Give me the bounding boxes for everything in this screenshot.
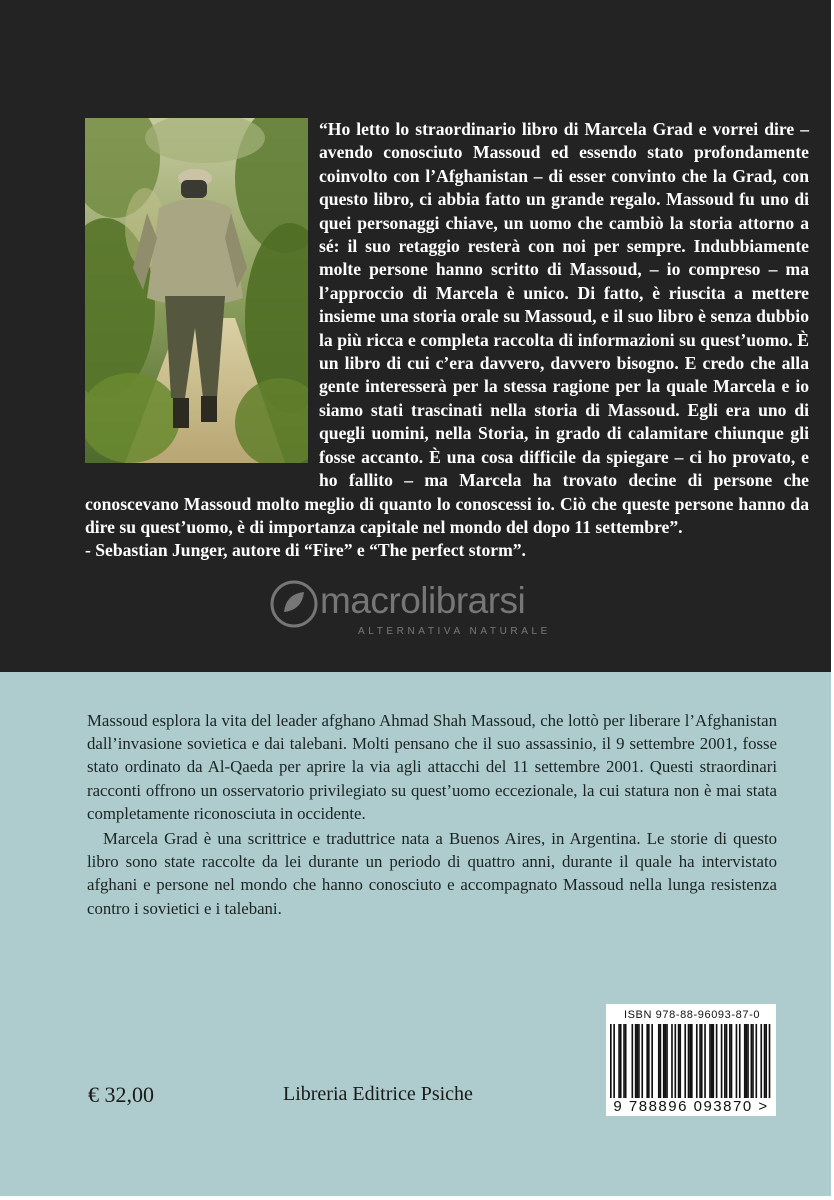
barcode-bar [625,1024,627,1100]
watermark-tagline: ALTERNATIVA NATURALE [358,626,551,637]
barcode-bar [646,1024,648,1100]
barcode-digits: 9 788896 093870 > [606,1098,776,1115]
quote-text: “Ho letto lo straordinario libro di Marcela Grad e vorrei dire – avendo conosciuto Massoud ed essendo stato profondamente coinvolto con l’Afghanistan – di esser convinto che la Grad, con questo libro, ci abbia fatto un grande regalo. Massoud fu uno di quei personaggi chiave, un uomo che cambiò la storia attorno a sé: il suo retaggio resterà con noi per sempre. Indubbiamente molte persone hanno scritto di Massoud, – io compreso – ma l’approccio di Marcela è unico. Di fatto, è riuscita a mettere insieme una storia orale su Massoud, e il suo libro è senza dubbio la più ricca e completa raccolta di informazioni su quest’uomo. È un libro di cui c’era davvero, davvero bisogno. E credo che alla gente interesserà per la stessa ragione per la quale Marcela e io siamo stati trascinati nella storia di Massoud. Egli era uno di quegli uomini, nella Storia, in grado di calamitare chiunque gli fosse accanto. È una cosa difficile da spiegare – ci ho provato, e ho fallito – ma Marcela ha trovato decine di persone che conoscevano Massoud molto meglio di quanto lo conoscessi io. Ciò che queste persone hanno da dire su quest’uomo, è di importanza capitale nel mondo del dopo 11 settembre”. [85,119,809,537]
barcode-bar [747,1024,749,1100]
barcode-bar [688,1024,690,1100]
barcode-bars [610,1024,772,1100]
barcode-bar [635,1024,637,1100]
barcode-bar [638,1024,640,1100]
barcode-bar [623,1024,625,1100]
isbn-barcode [606,1004,776,1116]
barcode-bar [751,1024,753,1100]
barcode-bar [744,1024,746,1100]
barcode-bar [636,1024,638,1100]
barcode-bar [671,1024,673,1100]
book-description [87,709,777,920]
barcode-bar [704,1024,706,1100]
barcode-bar [620,1024,622,1100]
barcode-bar [716,1024,718,1100]
barcode-bar [689,1024,691,1100]
barcode-bar [666,1024,668,1100]
barcode-bar [701,1024,703,1100]
barcode-bar [648,1024,650,1100]
barcode-bar [665,1024,667,1100]
barcode-bar [684,1024,686,1100]
barcode-bar [764,1024,766,1100]
price: € 32,00 [88,1082,154,1107]
isbn-label: ISBN 978-88-96093-87-0 [623,1009,761,1021]
barcode-bar [726,1024,728,1100]
barcode-bar [610,1024,612,1100]
barcode-bar [760,1024,762,1100]
barcode-bar [618,1024,620,1100]
barcode-bar [709,1024,711,1100]
barcode-bar [674,1024,676,1100]
barcode-bar [631,1024,633,1100]
barcode-bar [712,1024,714,1100]
barcode-bar [699,1024,701,1100]
barcode-bar [752,1024,754,1100]
leaf-circle-icon [268,578,320,630]
barcode-bar [724,1024,726,1100]
barcode-bar [736,1024,738,1100]
barcode-bar [711,1024,713,1100]
barcode-bar [660,1024,662,1100]
barcode-bar [746,1024,748,1100]
barcode-bar [696,1024,698,1100]
barcode-bar [678,1024,680,1100]
quote-attribution: - Sebastian Junger, autore di “Fire” e “The perfect storm”. [85,540,526,561]
barcode-bar [658,1024,660,1100]
description-paragraph-1: Massoud esplora la vita del leader afghano Ahmad Shah Massoud, che lottò per liberare l’Afghanistan dall’invasione sovietica e dai talebani. Molti pensano che il suo assassinio, il 9 settembre 2001, fosse stato ordinato da Al-Qaeda per aprire la via agli attacchi del 11 settembre 2001. Questi straordinari racconti offrono un osservatorio privilegiato su quest’uomo eccezionale, la cui statura non è mai stata completamente riconosciuta in occidente. [87,711,777,823]
barcode-bar [769,1024,771,1100]
barcode-bar [663,1024,665,1100]
watermark-name: macrolibrarsi [320,580,526,621]
barcode-bar [721,1024,723,1100]
barcode-bar [729,1024,731,1100]
barcode-bar [679,1024,681,1100]
barcode-bar [739,1024,741,1100]
barcode-bar [691,1024,693,1100]
barcode-bar [765,1024,767,1100]
barcode-bar [651,1024,653,1100]
barcode-bar [641,1024,643,1100]
watermark [268,568,598,658]
publisher-name: Libreria Editrice Psiche [283,1083,473,1105]
barcode-bar [613,1024,615,1100]
barcode-bar [731,1024,733,1100]
description-paragraph-2: Marcela Grad è una scrittrice e traduttrice nata a Buenos Aires, in Argentina. Le storie di questo libro sono state raccolte da lei durante un periodo di quattro anni, durante il quale ha intervistato afghani e persone nel mondo che hanno conosciuto e accompagnato Massoud nella lunga resistenza contro i sovietici e i talebani. [87,829,777,918]
photo-spacer [85,118,319,478]
endorsement-quote [85,118,809,563]
barcode-bar [755,1024,757,1100]
